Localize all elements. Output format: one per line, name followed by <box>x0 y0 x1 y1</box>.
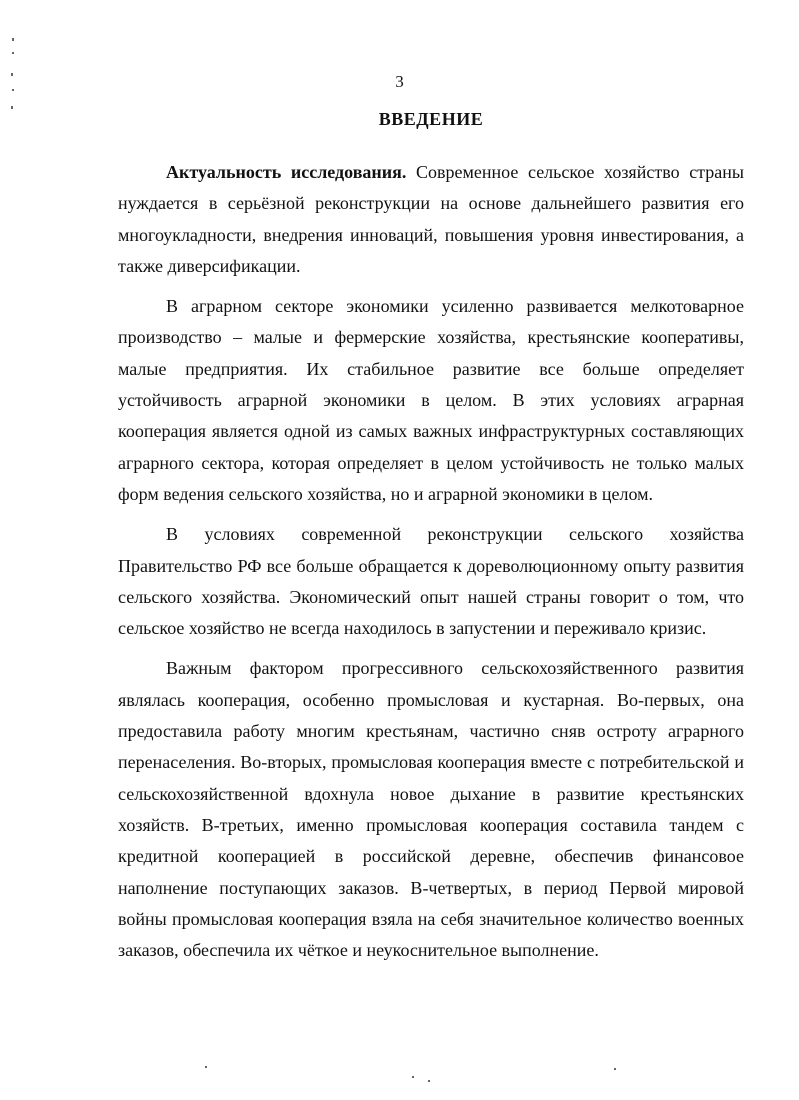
paragraph-relevance <box>118 157 744 282</box>
paragraph-agrarian-sector: В аграрном секторе экономики усиленно развивается мелкотоварное производство – малые и фермерские хозяйства, крестьянские кооперативы, малые предприятия. Их стабильное развитие все больше определяет устойчивость аграрной экономики в целом. В этих условиях аграрная кооперация является одной из самых важных инфраструктурных составляющих аграрного сектора, которая определяет в целом устойчивость не только малых форм ведения сельского хозяйства, но и аграрной экономики в целом. <box>118 296 744 504</box>
body-text <box>118 157 744 966</box>
page-number: 3 <box>395 72 404 91</box>
paragraph-text: Современное сельское хозяйство страны нуждается в серьёзной реконструкции на основе дальнейшего развития его многоукладности, внедрения инноваций, повышения уровня инвестирования, а также диверсификации. <box>118 162 744 276</box>
paragraph-cooperation-factor: Важным фактором прогрессивного сельскохозяйственного развития являлась кооперация, особенно промысловая и кустарная. Во-первых, она предоставила работу многим крестьянам, частично сняв остроту аграрного перенаселения. Во-вторых, промысловая кооперация вместе с потребительской и сельскохозяйственной вдохнула новое дыхание в развитие крестьянских хозяйств. В-третьих, именно промысловая кооперация составила тандем с кредитной кооперацией в российской деревне, обеспечив финансовое наполнение поступающих заказов. В-четвертых, в период Первой мировой войны промысловая кооперация взяла на себя значительное количество военных заказов, обеспечила их чёткое и неукоснительное выполнение. <box>118 658 744 961</box>
section-title: ВВЕДЕНИЕ <box>378 109 484 129</box>
paragraph-reconstruction: В условиях современной реконструкции сельского хозяйства Правительство РФ все больше обращается к дореволюционному опыту развития сельского хозяйства. Экономический опыт нашей страны говорит о том, что сельское хозяйство не всегда находилось в запустении и переживало кризис. <box>118 524 744 639</box>
relevance-heading: Актуальность исследования. <box>166 162 407 182</box>
